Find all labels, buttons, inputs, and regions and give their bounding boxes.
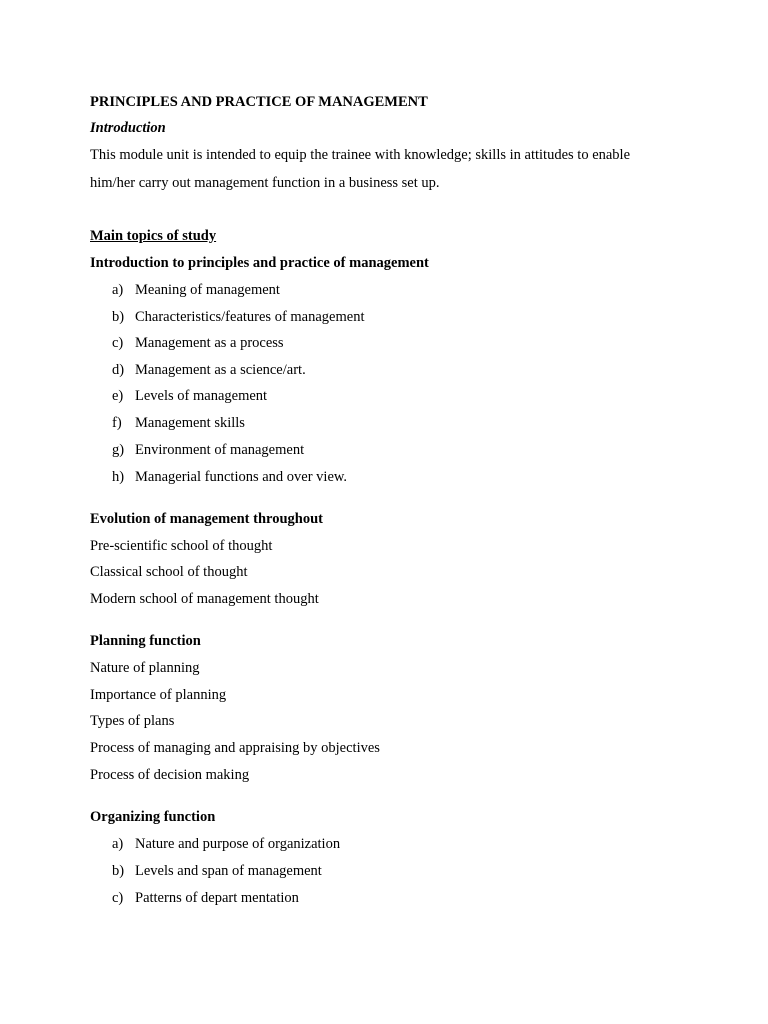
list-item-letter: b) — [112, 863, 125, 879]
section-heading: Evolution of management throughout — [90, 511, 323, 527]
document-title: PRINCIPLES AND PRACTICE OF MANAGEMENT — [90, 94, 428, 110]
list-item-text: Levels and span of management — [135, 863, 322, 879]
list-item — [112, 835, 340, 853]
list-item-text: Nature and purpose of organization — [135, 836, 341, 852]
list-line: Pre-scientific school of thought — [90, 538, 273, 554]
introduction-text-line-2: him/her carry out management function in a business set up. — [90, 175, 440, 191]
list-item-text: Levels of management — [135, 388, 268, 404]
list-item-letter: h) — [112, 469, 125, 485]
list-line: Process of decision making — [90, 767, 250, 783]
list-line: Nature of planning — [90, 660, 200, 676]
list-item — [112, 361, 306, 379]
list-item-letter: e) — [112, 388, 124, 404]
list-item — [112, 281, 280, 299]
list-item-text: Management as a science/art. — [135, 362, 306, 378]
list-item — [112, 468, 347, 486]
section-heading: Planning function — [90, 633, 201, 649]
list-item-letter: f) — [112, 415, 122, 431]
list-item-text: Management skills — [135, 415, 245, 431]
list-item — [112, 334, 284, 352]
list-line: Process of managing and appraising by objectives — [90, 740, 380, 756]
list-item-letter: g) — [112, 442, 125, 458]
list-item-text: Meaning of management — [135, 282, 280, 298]
list-item-letter: d) — [112, 362, 125, 378]
list-item-letter: c) — [112, 335, 124, 351]
list-item — [112, 387, 267, 405]
list-item — [112, 441, 304, 459]
list-item-letter: b) — [112, 309, 125, 325]
list-item-text: Patterns of depart mentation — [135, 890, 299, 906]
list-item-text: Managerial functions and over view. — [135, 469, 348, 485]
list-item — [112, 308, 364, 326]
introduction-heading: Introduction — [90, 120, 166, 136]
list-item-letter: c) — [112, 890, 124, 906]
list-line: Types of plans — [90, 713, 175, 729]
list-item-text: Characteristics/features of management — [135, 309, 365, 325]
list-item-text: Management as a process — [135, 335, 284, 351]
list-item — [112, 889, 299, 907]
list-item-letter: a) — [112, 282, 124, 298]
list-item-letter: a) — [112, 836, 124, 852]
main-topics-heading: Main topics of study — [90, 228, 217, 244]
introduction-text-line-1: This module unit is intended to equip the trainee with knowledge; skills in attitudes to enable — [90, 147, 631, 163]
section-heading: Introduction to principles and practice of management — [90, 255, 429, 271]
list-item — [112, 414, 245, 432]
list-item — [112, 862, 322, 880]
list-line: Importance of planning — [90, 687, 227, 703]
list-item-text: Environment of management — [135, 442, 305, 458]
list-line: Classical school of thought — [90, 564, 248, 580]
section-heading: Organizing function — [90, 809, 216, 825]
list-line: Modern school of management thought — [90, 591, 319, 607]
